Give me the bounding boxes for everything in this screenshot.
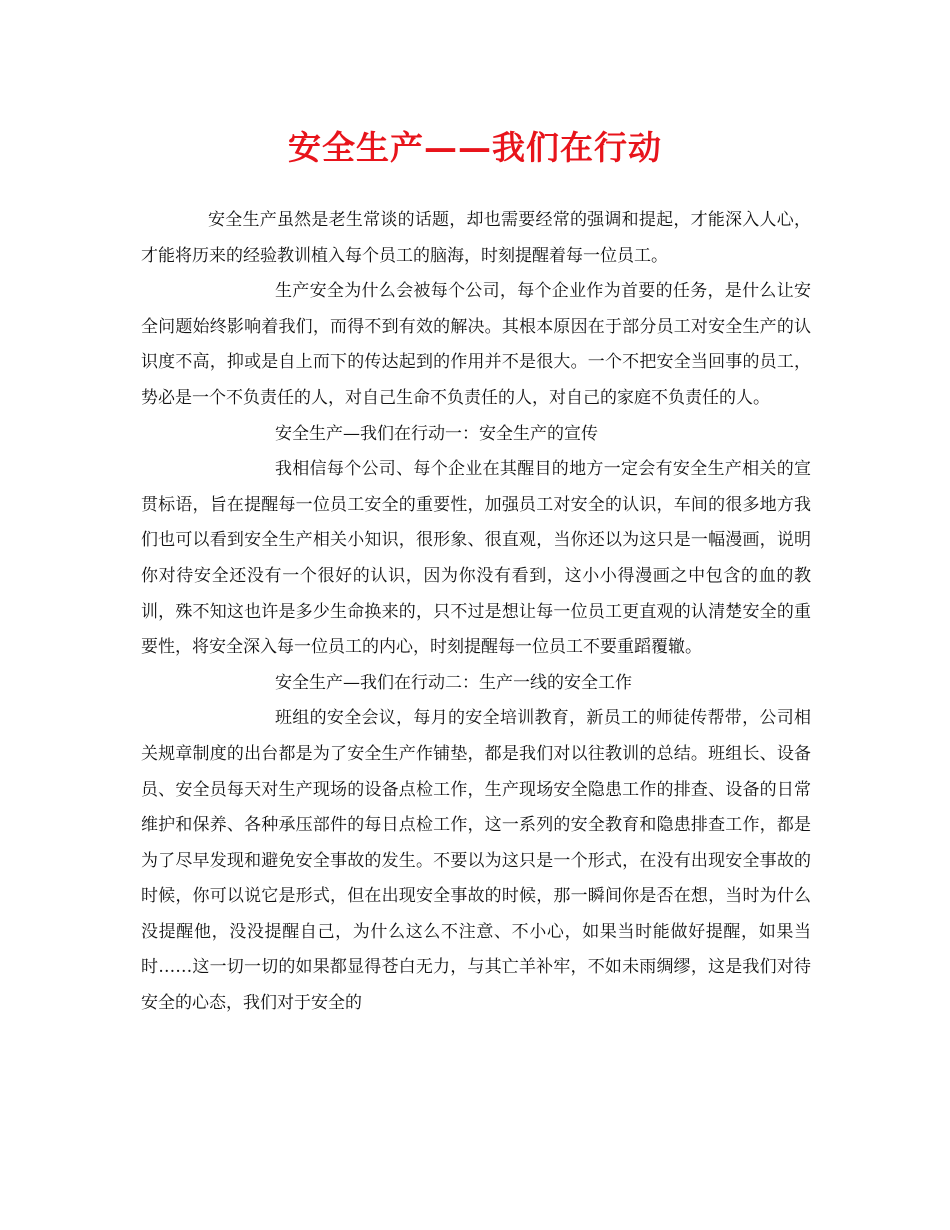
document-title: 安全生产——我们在行动	[288, 128, 662, 167]
section-heading-frontline: 安全生产—我们在行动二：生产一线的安全工作	[275, 672, 632, 693]
paragraph-publicity: 我相信每个公司、每个企业在其醒目的地方一定会有安全生产相关的宣贯标语，旨在提醒每一位员工安全的重要性，加强员工对安全的认识，车间的很多地方我们也可以看到安全生产相关小知识，很形象、很直观，当你还以为这只是一幅漫画，说明你对待安全还没有一个很好的认识，因为你没有看到，这小小得漫画之中包含的血的教训，殊不知这也许是多少生命换来的，只不过是想让每一位员工更直观的认清楚安全的重要性，将安全深入每一位员工的内心，时刻提醒每一位员工不要重蹈覆辙。	[141, 459, 811, 658]
paragraph-frontline: 班组的安全会议，每月的安全培训教育，新员工的师徒传帮带，公司相关规章制度的出台都是为了安全生产作铺垫，都是我们对以往教训的总结。班组长、设备员、安全员每天对生产现场的设备点检工作，生产现场安全隐患工作的排查、设备的日常维护和保养、各种承压部件的每日点检工作，这一系列的安全教育和隐患排查工作，都是为了尽早发现和避免安全事故的发生。不要以为这只是一个形式，在没有出现安全事故的时候，你可以说它是形式，但在出现安全事故的时候，那一瞬间你是否在想，当时为什么没提醒他，没没提醒自己，为什么这么不注意、不小心，如果当时能做好提醒，如果当时……这一切一切的如果都显得苍白无力，与其亡羊补牢，不如未雨绸缪，这是我们对待安全的心态，我们对于安全的	[141, 708, 811, 1014]
section-heading-publicity: 安全生产—我们在行动一：安全生产的宣传	[275, 423, 598, 444]
paragraph-why-safety: 生产安全为什么会被每个公司，每个企业作为首要的任务，是什么让安全问题始终影响着我们，而得不到有效的解决。其根本原因在于部分员工对安全生产的认识度不高，抑或是自上而下的传达起到的作用并不是很大。一个不把安全当回事的员工，势必是一个不负责任的人，对自己生命不负责任的人，对自己的家庭不负责任的人。	[141, 281, 811, 408]
paragraph-intro: 安全生产虽然是老生常谈的话题，却也需要经常的强调和提起，才能深入人心，才能将历来的经验教训植入每个员工的脑海，时刻提醒着每一位员工。	[141, 210, 811, 266]
document-body	[141, 203, 811, 1022]
